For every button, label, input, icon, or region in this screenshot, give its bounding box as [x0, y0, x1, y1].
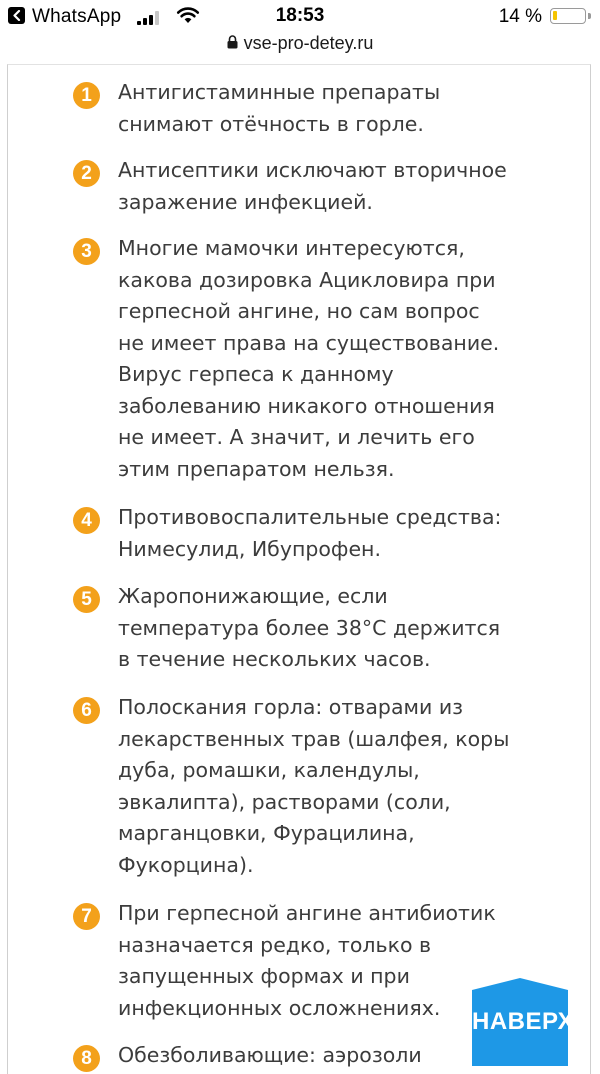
battery-level — [553, 11, 557, 20]
number-badge: 4 — [73, 507, 100, 534]
list-item-text: Противовоспалительные средства: Нимесулид, Ибупрофен. — [118, 505, 502, 561]
clock: 18:53 — [275, 5, 325, 26]
list-item-text: Многие мамочки интересуются, какова дозировка Ацикловира при герпесной ангине, но сам вопрос не имеет права на существование. Вирус герпеса к данному заболеванию никакого отношения не имеет. А значит, и лечить его этим препаратом нельзя. — [118, 236, 500, 481]
list-item-text: Обезболивающие: аэрозоли — [118, 1043, 422, 1067]
battery-cap — [588, 13, 591, 19]
url-domain: vse-pro-detey.ru — [243, 33, 374, 53]
number-badge: 7 — [73, 903, 100, 930]
battery-percentage: 14 % — [498, 6, 542, 27]
number-badge: 3 — [73, 238, 100, 265]
number-badge: 1 — [73, 82, 100, 109]
list-item-text: Антисептики исключают вторичное заражение инфекцией. — [118, 158, 507, 214]
battery-icon — [550, 8, 586, 24]
number-badge: 8 — [73, 1045, 100, 1072]
number-badge: 6 — [73, 697, 100, 724]
scroll-to-top-button[interactable]: НАВЕРХ — [472, 990, 568, 1066]
url-bar[interactable] — [0, 30, 600, 60]
back-to-app-label[interactable]: WhatsApp — [32, 6, 122, 27]
list-item-text: При герпесной ангине антибиотик назначается редко, только в запущенных формах и при инфекционных осложнениях. — [118, 901, 496, 1020]
list-item-text: Жаропонижающие, если температура более 38°С держится в течение нескольких часов. — [118, 584, 501, 671]
list-item-text: Полоскания горла: отварами из лекарственных трав (шалфея, коры дуба, ромашки, календулы, эвкалипта), растворами (соли, марганцовки, Фурацилина, Фукорцина). — [118, 695, 510, 877]
lock-icon — [227, 33, 238, 54]
scroll-to-top-button-cap[interactable] — [472, 978, 568, 990]
status-bar — [0, 0, 600, 34]
number-badge: 2 — [73, 160, 100, 187]
number-badge: 5 — [73, 586, 100, 613]
list-item-text: Антигистаминные препараты снимают отёчность в горле. — [118, 80, 441, 136]
